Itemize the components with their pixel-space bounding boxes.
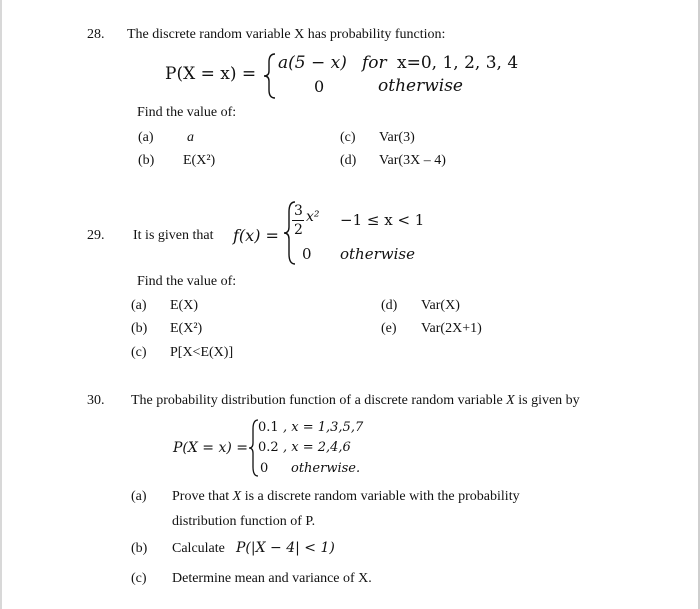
- q29-part-b-label: (b): [131, 321, 148, 336]
- q30-lhs: P(X = x) =: [173, 440, 249, 456]
- q29-part-e-text: Var(2X+1): [421, 321, 482, 336]
- q29-part-a-text: E(X): [170, 298, 198, 313]
- q30-text-pre: The probability distribution function of a discrete random variable: [131, 393, 503, 408]
- q30-part-b-expr: P(|X − 4| < 1): [236, 540, 335, 556]
- q29-text: It is given that: [133, 228, 214, 243]
- q30-case1-value: 0.1: [258, 420, 279, 435]
- q30-case3-value: 0: [260, 461, 269, 476]
- q28-case1-expr: a(5 − x): [278, 53, 347, 73]
- q30-part-a-label: (a): [131, 489, 147, 504]
- q29-case1-var: x²: [306, 209, 320, 225]
- q30-text-line: [131, 393, 580, 409]
- q28-find: Find the value of:: [137, 105, 237, 120]
- q29-part-e-label: (e): [381, 321, 397, 336]
- q30-part-a-line1: [172, 489, 520, 505]
- q30-case2-cond: , x = 2,4,6: [283, 440, 351, 455]
- q29-case2-expr: 0: [302, 245, 312, 263]
- q28-part-c-text: Var(3): [379, 130, 415, 145]
- q28-case2-cond: otherwise: [378, 76, 463, 96]
- q30-part-a-post: is a discrete random variable with the probability: [244, 489, 520, 504]
- q30-case3-cond: otherwise.: [291, 461, 361, 476]
- q29-lhs: f(x) =: [233, 226, 279, 245]
- q29-part-d-label: (d): [381, 298, 398, 313]
- q29-part-b-text: E(X²): [170, 321, 203, 336]
- q29-part-d-text: Var(X): [421, 298, 460, 313]
- q30-part-b-label: (b): [131, 541, 148, 556]
- q28-case2-expr: 0: [314, 77, 325, 96]
- q30-number: 30.: [87, 393, 105, 408]
- q28-part-c-label: (c): [340, 130, 356, 145]
- q29-case2-cond: otherwise: [340, 245, 415, 263]
- q30-case1-cond: , x = 1,3,5,7: [283, 420, 364, 435]
- q28-part-a-label: (a): [138, 130, 154, 145]
- q29-part-c-label: (c): [131, 345, 147, 360]
- q28-part-b-text: E(X²): [183, 153, 216, 168]
- q30-part-c-label: (c): [131, 571, 147, 586]
- q28-part-b-label: (b): [138, 153, 155, 168]
- q29-part-c-text: P[X<E(X)]: [170, 345, 234, 360]
- q30-part-c-text: Determine mean and variance of X.: [172, 571, 372, 586]
- q29-frac-num: 3: [294, 203, 303, 219]
- q28-number: 28.: [87, 27, 105, 42]
- q28-part-d-text: Var(3X – 4): [379, 153, 446, 168]
- q28-part-a-text: a: [187, 130, 194, 145]
- q30-part-a-var: X: [232, 489, 242, 504]
- q28-brace: [262, 52, 278, 100]
- q29-frac-den: 2: [294, 222, 303, 238]
- q28-case1-cond: x=0, 1, 2, 3, 4: [397, 53, 519, 73]
- q29-number: 29.: [87, 228, 105, 243]
- q28-text: The discrete random variable X has probability function:: [127, 27, 446, 42]
- q30-part-a-line2: distribution function of P.: [172, 514, 316, 529]
- q29-find: Find the value of:: [137, 274, 237, 289]
- q29-frac-line: [292, 220, 304, 221]
- q29-case1-cond: −1 ≤ x < 1: [340, 211, 425, 229]
- q30-case2-value: 0.2: [258, 440, 279, 455]
- q30-part-a-pre: Prove that: [172, 489, 230, 504]
- q30-part-b-text: Calculate: [172, 541, 225, 556]
- q28-lhs: P(X = x) =: [165, 64, 257, 84]
- q30-text-var: X: [506, 393, 515, 408]
- q28-part-d-label: (d): [340, 153, 357, 168]
- q30-text-post: is given by: [518, 393, 580, 408]
- q28-case1-for: for: [362, 53, 387, 73]
- q29-part-a-label: (a): [131, 298, 147, 313]
